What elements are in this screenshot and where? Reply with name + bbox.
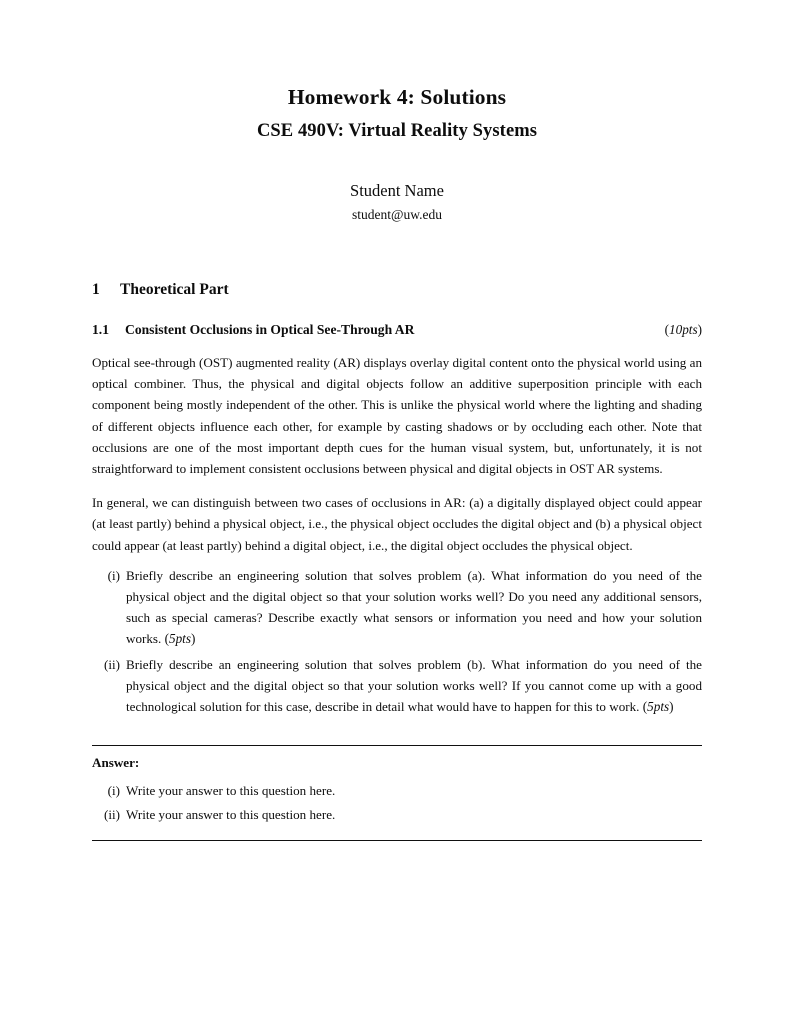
points-paren-close: ) [190, 631, 196, 647]
answer-block [92, 745, 702, 842]
list-item-marker: (ii) [104, 656, 120, 672]
author-name: Student Name [350, 181, 444, 200]
answer-item-text[interactable]: Write your answer to this question here. [126, 782, 336, 798]
document-title: Homework 4: Solutions [287, 85, 507, 109]
list-item-marker: (i) [107, 567, 120, 583]
list-item [92, 804, 702, 825]
list-item [92, 565, 702, 650]
section-title: Theoretical Part [120, 280, 229, 298]
answer-label: Answer: [92, 754, 140, 770]
question-points [643, 699, 674, 714]
points-value: 5pts [168, 631, 191, 647]
answer-list [92, 780, 702, 825]
points-paren-close: ) [669, 699, 674, 715]
question-list [92, 565, 702, 718]
document-subtitle: CSE 490V: Virtual Reality Systems [256, 120, 538, 141]
answer-item-marker: (i) [107, 782, 120, 798]
answer-item-text[interactable]: Write your answer to this question here. [126, 807, 336, 823]
points-paren-open: ( [664, 321, 670, 337]
body-paragraph: In general, we can distinguish between two cases of occlusions in AR: (a) a digitally displayed object could appear (at least partly) behind a physical object, i.e., the physical object occludes the digital object and (b) a physical object could appear (at least partly) behind a digital object, i.e., the digital object occludes the physical object. [92, 495, 702, 553]
subsection-number: 1.1 [92, 321, 109, 337]
points-paren-close: ) [697, 321, 702, 337]
points-value: 10pts [669, 321, 698, 337]
subsection-heading [92, 299, 702, 338]
section-number: 1 [92, 280, 100, 298]
title-block [92, 0, 702, 223]
list-item [92, 654, 702, 718]
points-paren-open: ( [642, 699, 648, 715]
points-value: 5pts [647, 699, 670, 715]
subsection-points [665, 322, 702, 338]
points-paren-open: ( [164, 631, 169, 647]
question-body: Briefly describe an engineering solution that solves problem (b). What information do you need of the physical object and the digital object so that your solution works well? If you cannot come up with a good technological solution for this case, describe in detail what would have to happen for this to work. [126, 656, 702, 715]
subsection-title: Consistent Occlusions in Optical See-Through AR [125, 321, 415, 337]
question-body: Briefly describe an engineering solution that solves problem (a). What information do you need of the physical object and the digital object so that your solution works well? Do you need any additional sensors, such as special cameras? Describe exactly what sensors or information you need and how your solution works. [126, 567, 702, 647]
section-heading [92, 223, 702, 299]
body-paragraph: Optical see-through (OST) augmented reality (AR) displays overlay digital content onto the physical world using an optical combiner. Thus, the physical and digital objects follow an additive superposition principle with each component being mostly independent of the other. This is unlike the physical world where the lighting and shading of different objects influence each other, for example by casting shadows or by occluding each other. Note that occlusions are one of the most important depth cues for the human visual system, but, unfortunately, it is not straightforward to implement consistent occlusions between physical and digital objects in OST AR systems. [92, 354, 702, 476]
list-item-text [126, 654, 702, 718]
answer-item-marker: (ii) [104, 807, 120, 823]
answer-top-rule [92, 745, 702, 746]
list-item [92, 780, 702, 801]
list-item-text [126, 565, 702, 650]
answer-bottom-rule [92, 840, 702, 841]
question-points [165, 631, 196, 646]
author-email: student@uw.edu [352, 206, 442, 222]
